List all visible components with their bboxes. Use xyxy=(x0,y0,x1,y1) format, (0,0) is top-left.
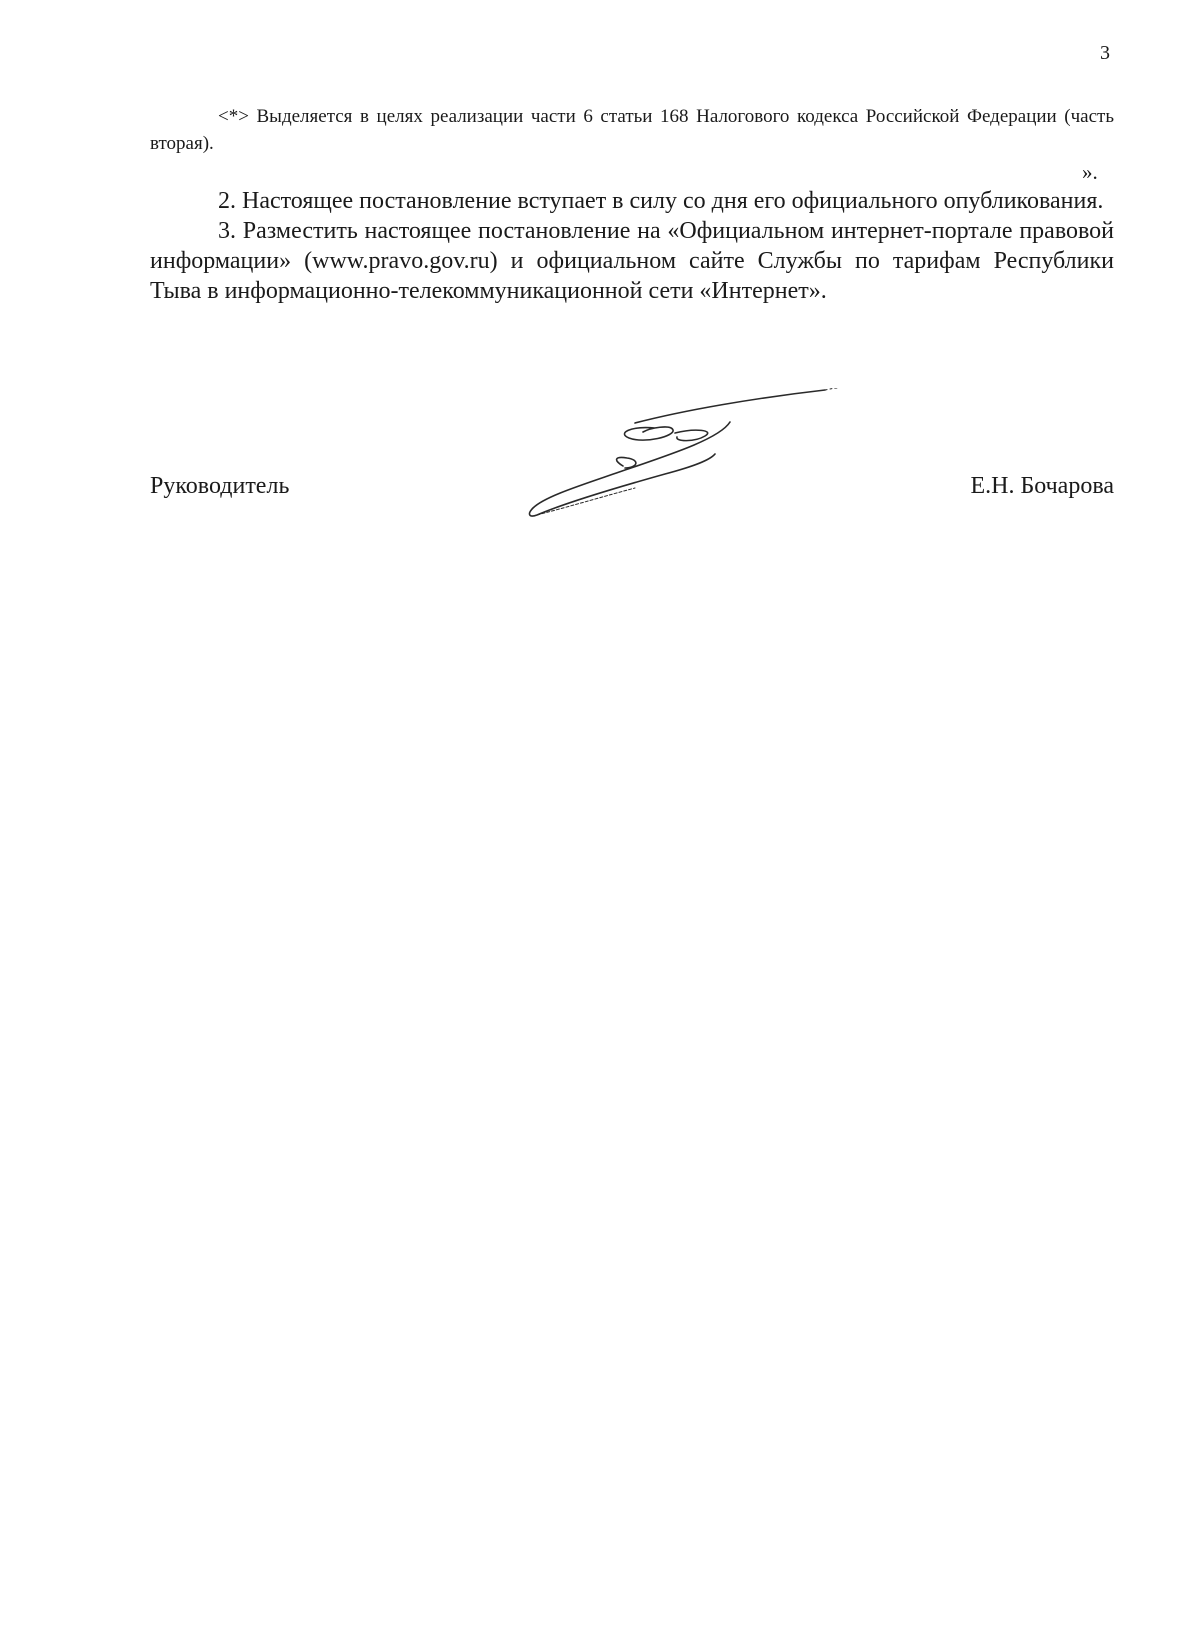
page-number: 3 xyxy=(1100,42,1110,64)
document-body xyxy=(150,186,1114,306)
handwritten-signature xyxy=(525,388,865,538)
closing-quote: ». xyxy=(1082,160,1098,184)
footnote: <*> Выделяется в целях реализации части 6 статьи 168 Налогового кодекса Российской Федерации (часть вторая). xyxy=(150,106,1114,154)
signer-name: Е.Н. Бочарова xyxy=(970,473,1114,499)
paragraph-2: 2. Настоящее постановление вступает в силу со дня его официального опубликования. xyxy=(218,188,1104,214)
paragraph-3: 3. Разместить настоящее постановление на «Официальном интернет-портале правовой информации» (www.pravo.gov.ru) и официальном сайте Службы по тарифам Республики Тыва в информационно-телекоммуникационной сети «Интернет». xyxy=(150,218,1114,304)
signer-role: Руководитель xyxy=(150,473,290,499)
